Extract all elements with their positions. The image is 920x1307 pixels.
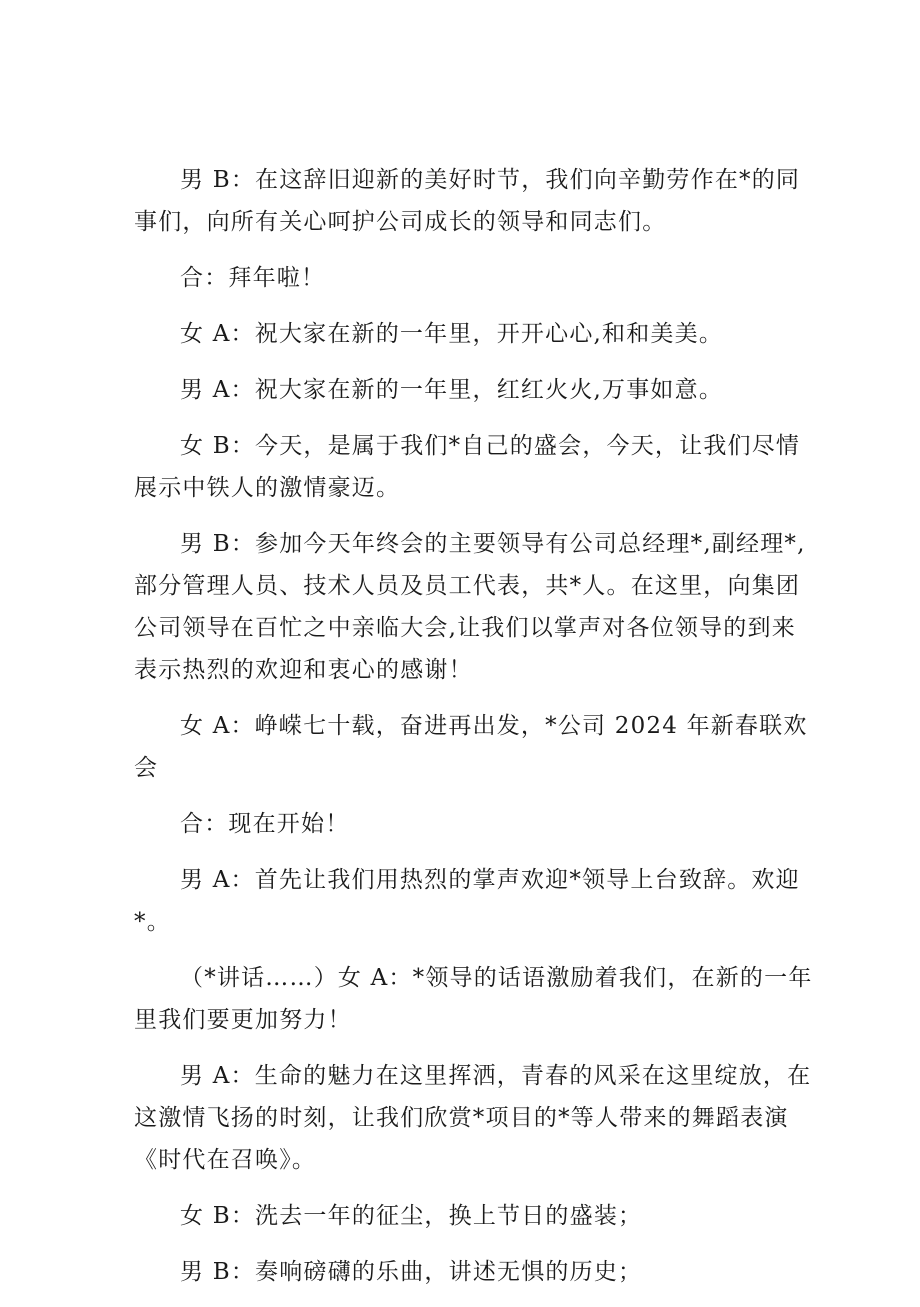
paragraph-10: （*讲话……）女 A：*领导的话语激励着我们，在新的一年里我们要更加努力！: [134, 965, 813, 1033]
paragraph-7: 女 A：峥嵘七十载，奋进再出发，*公司 2024 年新春联欢会: [134, 713, 808, 781]
script-body: [134, 159, 814, 1307]
paragraph-6: 男 B：参加今天年终会的主要领导有公司总经理*,副经理*,部分管理人员、技术人员及员工代表，共*人。在这里，向集团公司领导在百忙之中亲临大会,让我们以掌声对各位领导的到来表示热烈的欢迎和衷心的感谢！: [134, 531, 806, 683]
paragraph-2: 合：拜年啦！: [180, 265, 326, 291]
paragraph-9: 男 A：首先让我们用热烈的掌声欢迎*领导上台致辞。欢迎*。: [134, 867, 800, 935]
paragraph-3: 女 A：祝大家在新的一年里，开开心心,和和美美。: [180, 321, 724, 347]
paragraph-13: 男 B：奏响磅礴的乐曲，讲述无惧的历史；: [180, 1259, 643, 1285]
paragraph-1: 男 B：在这辞旧迎新的美好时节，我们向辛勤劳作在*的同事们，向所有关心呵护公司成长的领导和同志们。: [134, 167, 801, 235]
paragraph-12: 女 B：洗去一年的征尘，换上节日的盛装；: [180, 1203, 643, 1229]
paragraph-11: 男 A：生命的魅力在这里挥洒，青春的风采在这里绽放，在这激情飞扬的时刻，让我们欣赏*项目的*等人带来的舞蹈表演《时代在召唤》。: [134, 1063, 812, 1173]
paragraph-8: 合：现在开始！: [180, 811, 350, 837]
paragraph-5: 女 B：今天，是属于我们*自己的盛会，今天，让我们尽情展示中铁人的激情豪迈。: [134, 433, 801, 501]
paragraph-4: 男 A：祝大家在新的一年里，红红火火,万事如意。: [180, 377, 724, 403]
